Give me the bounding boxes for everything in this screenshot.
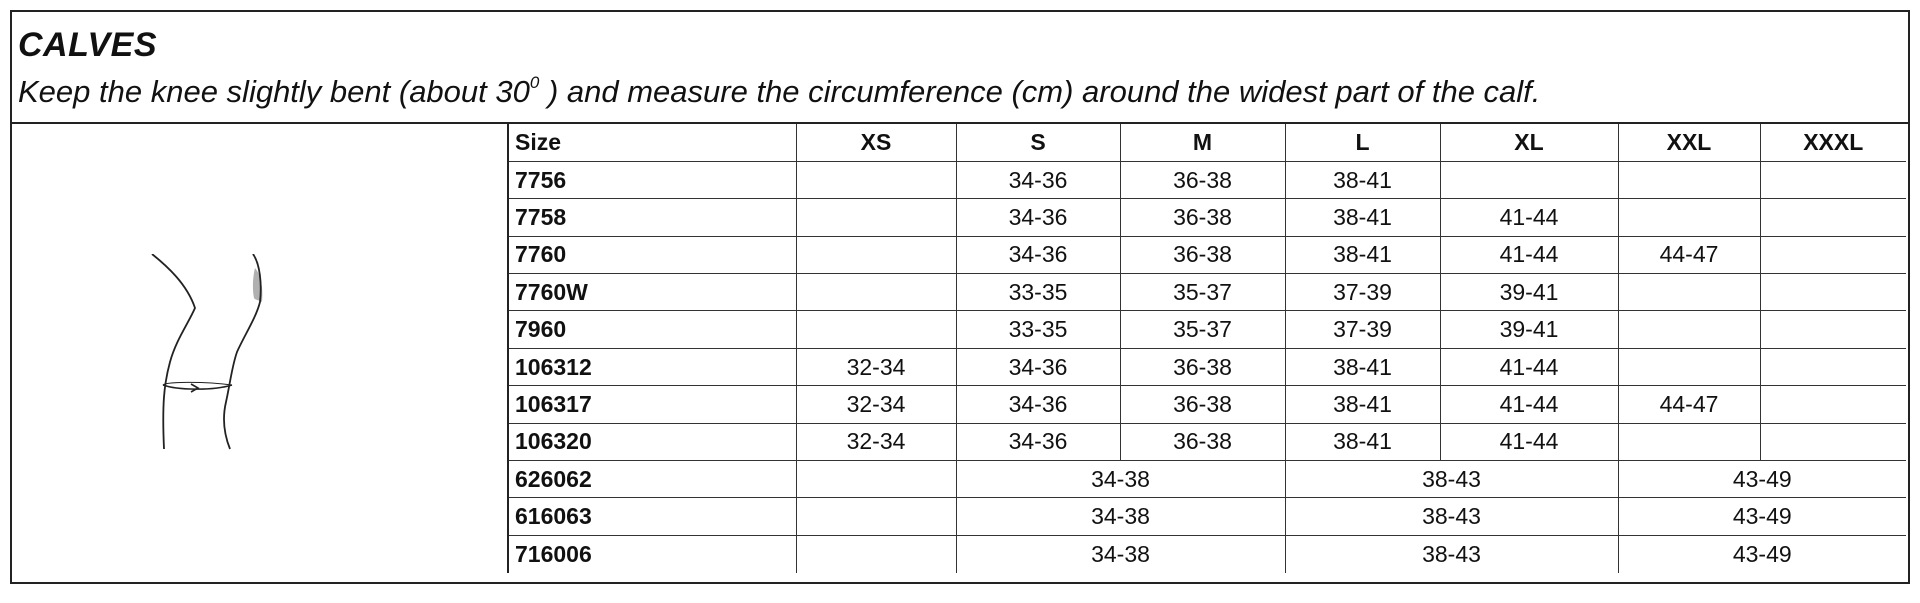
size-range-cell: 41-44 [1440,348,1618,385]
size-range-cell [1618,311,1760,348]
model-number: 106317 [508,386,796,423]
leg-back-outline [152,254,195,449]
column-header-s: S [956,124,1120,161]
size-range-cell [1760,311,1906,348]
size-range-cell: 34-38 [956,498,1285,535]
size-range-cell: 36-38 [1120,423,1285,460]
size-range-cell [796,535,956,572]
size-range-cell [1760,199,1906,236]
size-range-cell [796,161,956,198]
size-range-cell: 43-49 [1618,498,1906,535]
size-range-cell [796,199,956,236]
size-range-cell: 34-36 [956,236,1120,273]
size-range-cell: 34-36 [956,348,1120,385]
size-range-cell [1618,161,1760,198]
arrow-head [191,384,198,392]
size-range-cell: 32-34 [796,423,956,460]
size-range-cell: 33-35 [956,311,1120,348]
table-row [508,386,1906,423]
size-range-cell: 32-34 [796,386,956,423]
size-range-cell [1760,386,1906,423]
size-range-cell: 41-44 [1440,236,1618,273]
degree-superscript: 0 [529,72,540,92]
table-row [508,236,1906,273]
size-range-cell: 41-44 [1440,199,1618,236]
instruction-text-end: ) and measure the circumference (cm) around the widest part of the calf. [539,74,1541,109]
size-chart [10,10,1910,584]
model-number: 7760 [508,236,796,273]
size-range-cell: 43-49 [1618,461,1906,498]
model-number: 716006 [508,535,796,572]
size-range-cell: 41-44 [1440,423,1618,460]
column-header-xl: XL [1440,124,1618,161]
model-number: 106312 [508,348,796,385]
table-row [508,348,1906,385]
size-range-cell: 36-38 [1120,199,1285,236]
size-range-cell [1618,348,1760,385]
table-row [508,535,1906,572]
size-range-cell: 39-41 [1440,311,1618,348]
table-row [508,423,1906,460]
model-number: 7756 [508,161,796,198]
size-range-cell: 32-34 [796,348,956,385]
size-range-cell: 39-41 [1440,274,1618,311]
size-range-cell [1760,236,1906,273]
size-range-cell [1618,423,1760,460]
column-header-xs: XS [796,124,956,161]
table-row [508,461,1906,498]
size-range-cell: 34-36 [956,161,1120,198]
size-range-cell [1440,161,1618,198]
size-range-cell [796,498,956,535]
size-range-cell: 44-47 [1618,236,1760,273]
size-range-cell: 33-35 [956,274,1120,311]
table-row [508,161,1906,198]
table-row [508,498,1906,535]
size-range-cell: 35-37 [1120,311,1285,348]
leg-measurement-icon [142,254,282,454]
size-range-cell: 38-41 [1285,236,1440,273]
size-range-cell: 34-38 [956,535,1285,572]
measuring-tape-back [163,382,232,385]
header-row [508,124,1906,161]
size-range-cell: 38-41 [1285,423,1440,460]
size-range-cell: 38-43 [1285,498,1618,535]
chart-title: CALVES [18,26,158,64]
size-range-cell [1618,199,1760,236]
model-number: 106320 [508,423,796,460]
table-row [508,199,1906,236]
size-range-cell: 36-38 [1120,236,1285,273]
column-header-xxxl: XXXL [1760,124,1906,161]
chart-header [12,12,1908,124]
model-number: 616063 [508,498,796,535]
leg-illustration [12,124,507,584]
size-range-cell: 36-38 [1120,161,1285,198]
size-range-cell: 38-41 [1285,199,1440,236]
table-row [508,311,1906,348]
model-number: 7758 [508,199,796,236]
size-range-cell: 38-41 [1285,161,1440,198]
size-range-cell [1760,348,1906,385]
instruction-text-start: Keep the knee slightly bent (about 30 [18,74,530,109]
table-row [508,274,1906,311]
size-range-cell: 34-36 [956,423,1120,460]
model-number: 626062 [508,461,796,498]
size-range-cell: 34-36 [956,386,1120,423]
size-header: Size [508,124,796,161]
size-range-cell [796,236,956,273]
model-number: 7960 [508,311,796,348]
size-range-cell: 41-44 [1440,386,1618,423]
size-range-cell [796,274,956,311]
size-range-cell [796,311,956,348]
column-header-xxl: XXL [1618,124,1760,161]
measurement-instruction [18,74,1540,110]
size-range-cell: 43-49 [1618,535,1906,572]
size-table [507,124,1906,573]
model-number: 7760W [508,274,796,311]
size-range-cell: 37-39 [1285,274,1440,311]
size-range-cell: 38-43 [1285,535,1618,572]
size-range-cell: 37-39 [1285,311,1440,348]
size-range-cell: 38-41 [1285,348,1440,385]
size-range-cell: 36-38 [1120,386,1285,423]
size-range-cell: 34-36 [956,199,1120,236]
size-range-cell: 44-47 [1618,386,1760,423]
size-range-cell [796,461,956,498]
size-range-cell [1760,274,1906,311]
size-range-cell [1618,274,1760,311]
column-header-l: L [1285,124,1440,161]
size-range-cell: 35-37 [1120,274,1285,311]
size-range-cell: 38-41 [1285,386,1440,423]
size-range-cell: 36-38 [1120,348,1285,385]
column-header-m: M [1120,124,1285,161]
size-range-cell: 34-38 [956,461,1285,498]
size-range-cell [1760,423,1906,460]
size-range-cell [1760,161,1906,198]
size-range-cell: 38-43 [1285,461,1618,498]
